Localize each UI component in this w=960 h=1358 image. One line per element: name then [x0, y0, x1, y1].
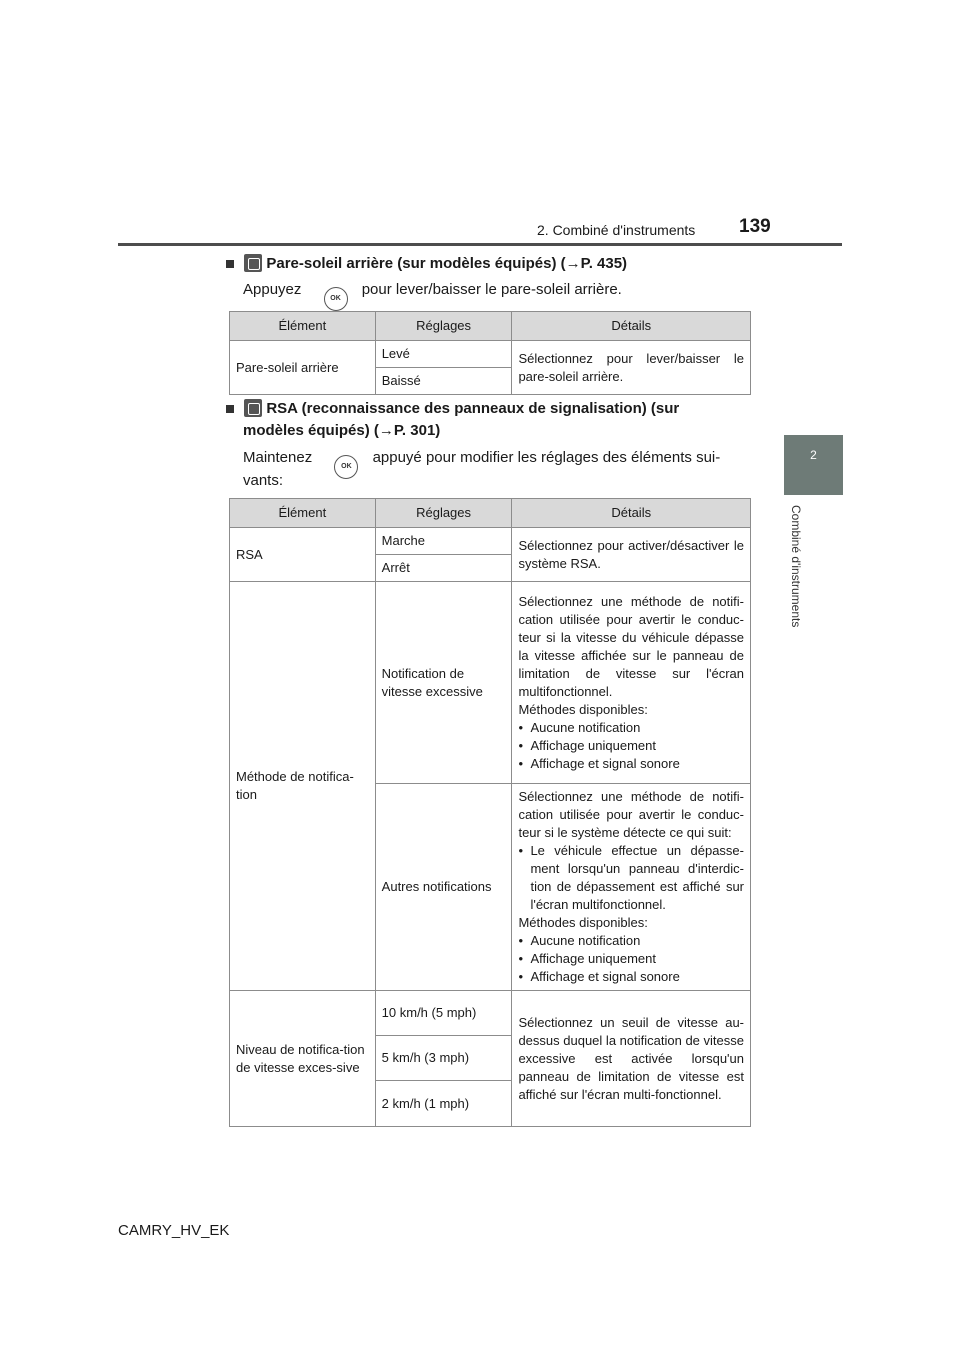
list-item: • Affichage et signal sonore	[518, 968, 744, 986]
section2-title-line2: modèles équipés) (→P. 301)	[243, 422, 441, 439]
list-item: • Affichage et signal sonore	[518, 755, 744, 773]
element-cell: Méthode de notifica-tion	[230, 582, 376, 991]
list-item: • Le véhicule effectue un dépasse-ment lorsqu'un panneau d'interdic-tion de dépassement est affiché sur l'écran multifonctionnel.	[518, 842, 744, 914]
section2-title-line1: RSA (reconnaissance des panneaux de signalisation) (sur	[266, 400, 680, 417]
rsa-table	[229, 498, 751, 1127]
header-details: Détails	[512, 312, 751, 341]
header-element: Élément	[230, 499, 376, 528]
element-cell: Niveau de notifica-tion de vitesse exces-sive	[230, 991, 376, 1127]
section2-text-after-line1: appuyé pour modifier les réglages des éléments sui-	[372, 449, 721, 466]
setting-cell: Levé	[375, 341, 512, 368]
other-details-text: Sélectionnez une méthode de notifi-cation utilisée pour avertir le conduc-teur si le système détecte ce qui suit:	[518, 789, 744, 840]
table-header-row	[230, 312, 751, 341]
setting-cell: Marche	[375, 528, 512, 555]
sunshade-table	[229, 311, 751, 395]
square-bullet-icon	[226, 405, 234, 413]
rear-sunshade-icon	[244, 254, 262, 272]
methods-label: Méthodes disponibles:	[518, 915, 648, 930]
setting-cell: 10 km/h (5 mph)	[375, 991, 512, 1036]
header-element: Élément	[230, 312, 376, 341]
condition-list	[518, 842, 744, 914]
setting-cell: Baissé	[375, 368, 512, 395]
section-header: 2. Combiné d'instruments	[537, 222, 696, 238]
list-item: • Affichage uniquement	[518, 950, 744, 968]
methods-list	[518, 932, 744, 986]
details-cell	[512, 784, 751, 991]
element-cell: Pare-soleil arrière	[230, 341, 376, 395]
header-settings: Réglages	[375, 312, 512, 341]
section1-text-after: pour lever/baisser le pare-soleil arrière.	[361, 281, 622, 298]
list-item: • Affichage uniquement	[518, 737, 744, 755]
square-bullet-icon	[226, 260, 234, 268]
section1-text-before: Appuyez	[243, 281, 302, 298]
ok-button-icon: OK	[324, 287, 348, 311]
section2-instruction	[243, 445, 748, 479]
section2-text-after-line2: vants:	[243, 472, 284, 489]
ok-button-icon: OK	[334, 455, 358, 479]
setting-cell: 5 km/h (3 mph)	[375, 1036, 512, 1081]
list-item: • Aucune notification	[518, 719, 744, 737]
details-cell	[512, 582, 751, 784]
setting-cell: 2 km/h (1 mph)	[375, 1081, 512, 1127]
methods-label: Méthodes disponibles:	[518, 701, 648, 717]
chapter-side-label: Combiné d'instruments	[789, 505, 803, 628]
setting-cell: Notification de vitesse excessive	[375, 582, 512, 784]
details-cell: Sélectionnez pour lever/baisser le pare-soleil arrière.	[512, 341, 751, 395]
table-row	[230, 582, 751, 784]
chapter-tab-number: 2	[810, 448, 817, 462]
chapter-tab[interactable]	[784, 435, 843, 495]
table-row	[230, 341, 751, 368]
section2-text-before: Maintenez	[243, 449, 313, 466]
section1-instruction	[243, 277, 753, 311]
table-row	[230, 991, 751, 1036]
section1-heading	[226, 253, 746, 275]
details-cell: Sélectionnez pour activer/désactiver le système RSA.	[512, 528, 751, 582]
header-details: Détails	[512, 499, 751, 528]
table-header-row	[230, 499, 751, 528]
footer-model: CAMRY_HV_EK	[118, 1222, 230, 1239]
section2-heading	[226, 398, 746, 420]
element-cell: RSA	[230, 528, 376, 582]
setting-cell: Autres notifications	[375, 784, 512, 991]
table-row	[230, 528, 751, 555]
setting-cell: Arrêt	[375, 555, 512, 582]
header-rule	[118, 243, 842, 246]
details-cell: Sélectionnez un seuil de vitesse au-dessus duquel la notification de vitesse excessive est activée lorsqu'un panneau de limitation de vitesse est affiché sur l'écran multi-fonctionnel.	[512, 991, 751, 1127]
traffic-sign-icon	[244, 399, 262, 417]
methods-list	[518, 719, 744, 773]
page-number: 139	[739, 216, 771, 237]
section1-title: Pare-soleil arrière (sur modèles équipés) (→P. 435)	[266, 255, 628, 272]
list-item: • Aucune notification	[518, 932, 744, 950]
header-settings: Réglages	[375, 499, 512, 528]
speeding-details-text: Sélectionnez une méthode de notifi-cation utilisée pour avertir le conduc-teur si la vitesse du véhicule dépasse la vitesse affichée sur le panneau de limitation de vitesse sur l'écran multifonctionnel.	[518, 593, 744, 699]
